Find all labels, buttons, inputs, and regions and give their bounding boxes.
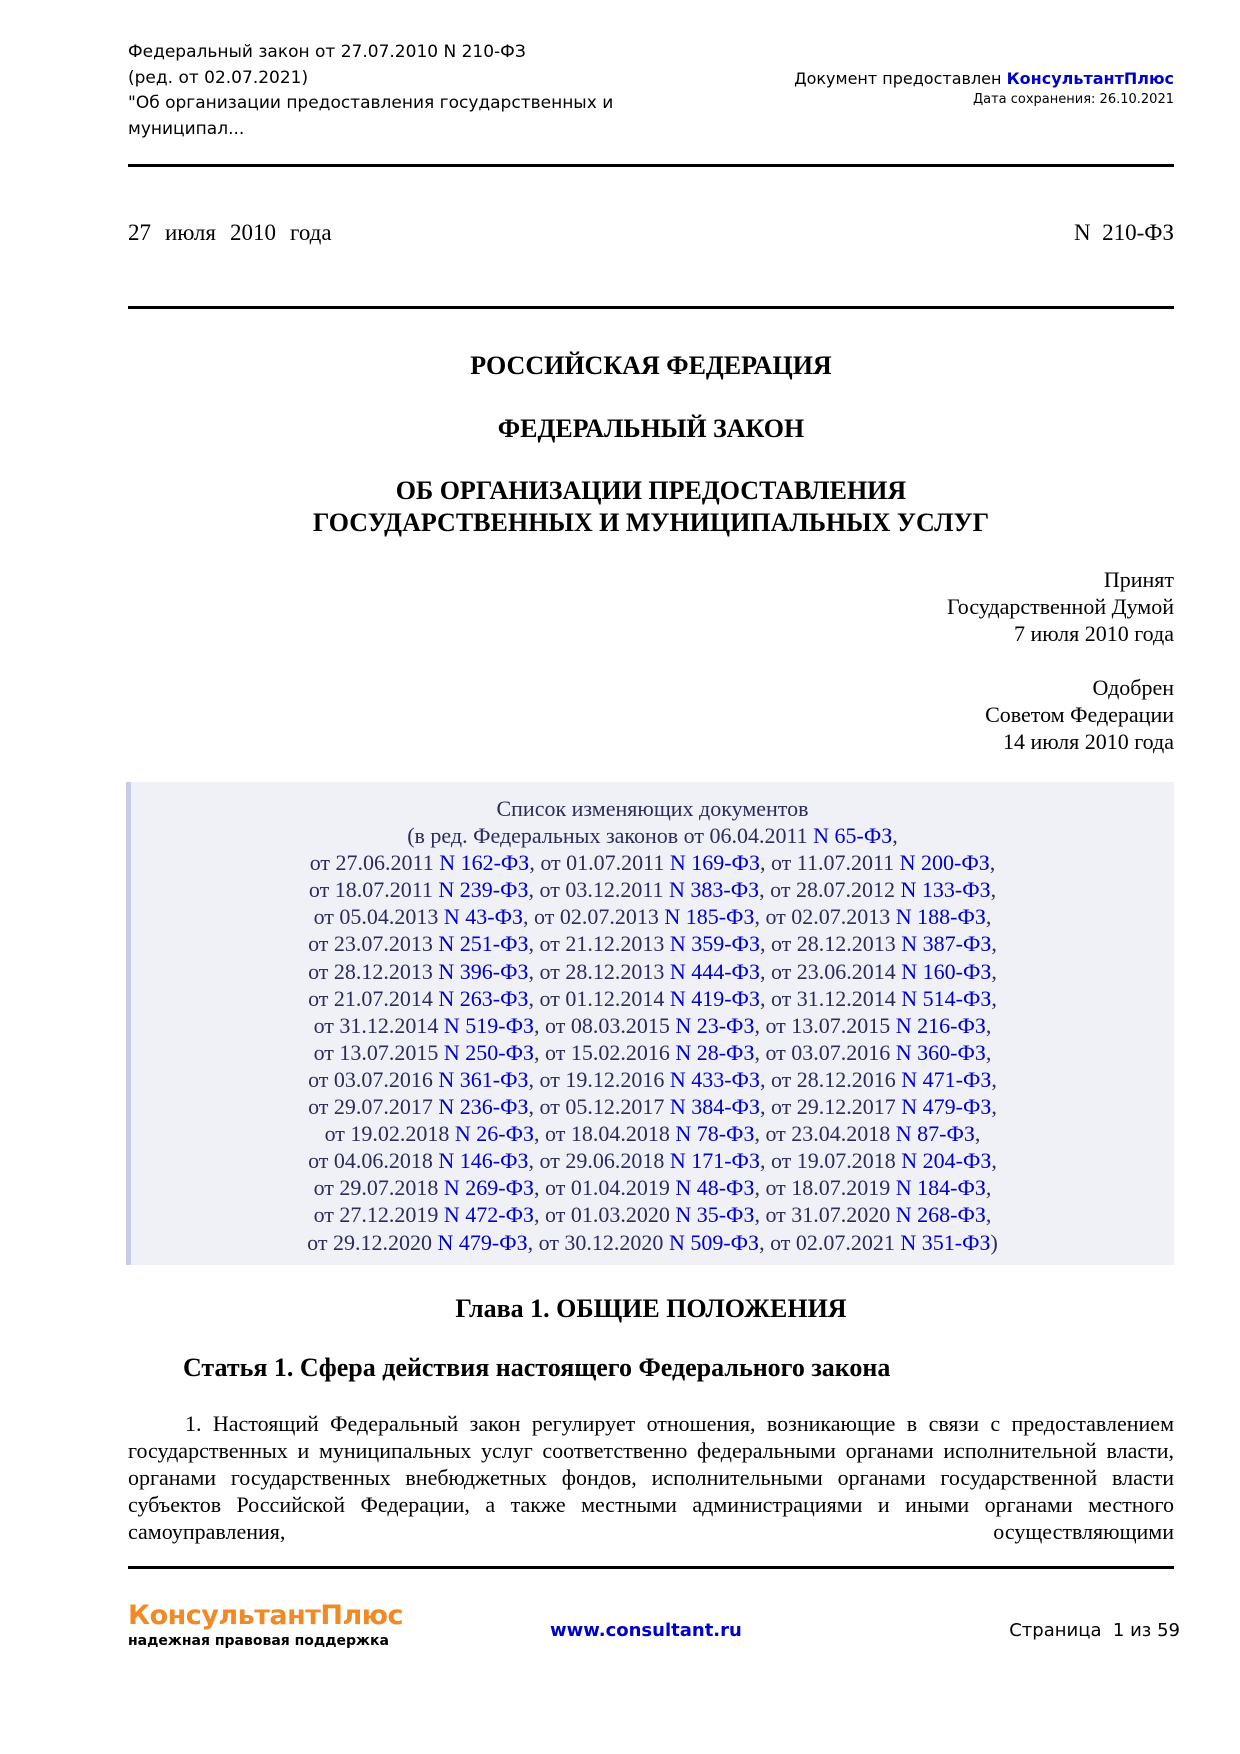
separator: ,: [759, 958, 771, 984]
separator: ,: [759, 877, 771, 903]
amendment-law-link[interactable]: N 133-ФЗ: [900, 877, 991, 903]
amendment-date: от 18.07.2011: [308, 877, 439, 903]
amendment-date: от 21.07.2014: [308, 985, 439, 1011]
footer-brand: КонсультантПлюс: [128, 1600, 404, 1631]
amendment-date: от 28.12.2013: [770, 931, 902, 957]
amendment-date: от 28.12.2013: [308, 958, 439, 984]
approval-line: 14 июля 2010 года: [1002, 729, 1174, 754]
amendment-date: от 19.07.2018: [770, 1148, 902, 1174]
amendment-law-link[interactable]: N 48-ФЗ: [675, 1175, 755, 1201]
amending-documents-line: [131, 903, 1174, 930]
separator: ,: [985, 1039, 992, 1065]
amendment-law-link[interactable]: N 479-ФЗ: [901, 1094, 992, 1120]
header-line: "Об организации предоставления государственных и: [128, 93, 614, 113]
amending-documents-line: [131, 1012, 1174, 1039]
duma-adoption: [947, 566, 1174, 647]
separator: ,: [528, 931, 540, 957]
amendment-law-link[interactable]: N 239-ФЗ: [438, 877, 529, 903]
amendment-date: от 31.12.2014: [313, 1012, 444, 1038]
separator: ,: [528, 958, 540, 984]
amendment-law-link[interactable]: N 160-ФЗ: [901, 958, 992, 984]
amendment-law-link[interactable]: N 361-ФЗ: [438, 1066, 529, 1092]
footer-website-link[interactable]: www.consultant.ru: [550, 1620, 742, 1641]
amendment-date: от 23.04.2018: [765, 1121, 896, 1147]
law-name-line: ОБ ОРГАНИЗАЦИИ ПРЕДОСТАВЛЕНИЯ: [395, 476, 907, 505]
separator: ,: [985, 904, 992, 930]
law-date-row: [128, 220, 1174, 246]
amendment-date: от 06.04.2011: [683, 823, 814, 849]
separator: ,: [754, 1039, 766, 1065]
approval-line: Советом Федерации: [985, 702, 1174, 727]
amending-documents-box: [126, 782, 1174, 1265]
amendment-law-link[interactable]: N 444-ФЗ: [669, 958, 760, 984]
law-name-title: [128, 475, 1174, 539]
amendment-law-link[interactable]: N 251-ФЗ: [438, 931, 529, 957]
amendment-date: от 29.12.2020: [307, 1229, 438, 1255]
amendment-date: от 03.12.2011: [539, 877, 670, 903]
amendment-date: от 30.12.2020: [538, 1229, 669, 1255]
amendment-law-link[interactable]: N 78-ФЗ: [675, 1121, 755, 1147]
amendment-date: от 21.12.2013: [539, 931, 670, 957]
amendment-law-link[interactable]: N 384-ФЗ: [669, 1094, 760, 1120]
amendment-law-link[interactable]: N 28-ФЗ: [675, 1039, 755, 1065]
header-line: муниципал...: [128, 118, 245, 139]
separator: ,: [534, 1175, 546, 1201]
document-provider: [794, 68, 1174, 110]
amendment-date: от 05.12.2017: [539, 1094, 670, 1120]
amending-documents-line: [131, 822, 1174, 849]
amendment-date: от 01.12.2014: [539, 985, 670, 1011]
separator: ,: [991, 931, 997, 957]
amendment-law-link[interactable]: N 23-ФЗ: [675, 1012, 755, 1038]
amending-documents-line: [131, 1093, 1174, 1120]
separator: ,: [974, 1121, 981, 1147]
amendment-date: от 02.07.2013: [765, 904, 896, 930]
separator: ,: [528, 1148, 540, 1174]
amendment-date: от 23.06.2014: [770, 958, 902, 984]
date-year: 2010: [229, 220, 276, 245]
amendment-law-link[interactable]: N 236-ФЗ: [438, 1094, 529, 1120]
amendment-date: от 28.12.2013: [539, 958, 670, 984]
amending-documents-line: [131, 1066, 1174, 1093]
header-line: Федеральный закон от 27.07.2010 N 210-ФЗ: [128, 42, 526, 62]
adoption-line: 7 июля 2010 года: [1013, 621, 1174, 646]
amendment-date: от 05.04.2013: [313, 904, 444, 930]
amendment-law-link[interactable]: N 360-ФЗ: [895, 1039, 986, 1065]
approval-line: Одобрен: [1092, 675, 1174, 700]
separator: ,: [528, 1094, 540, 1120]
amending-documents-line: [131, 1120, 1174, 1147]
amendment-law-link[interactable]: N 351-ФЗ: [900, 1229, 991, 1255]
separator: ,: [754, 904, 766, 930]
amendment-date: от 03.07.2016: [308, 1066, 439, 1092]
date-divider: [128, 306, 1174, 309]
separator: ,: [754, 1012, 766, 1038]
amendments-prefix: (в ред. Федеральных законов: [407, 823, 684, 849]
footer-logo: [128, 1600, 403, 1649]
amendment-law-link[interactable]: N 216-ФЗ: [895, 1012, 986, 1038]
law-type-title: ФЕДЕРАЛЬНЫЙ ЗАКОН: [497, 414, 805, 443]
amendment-law-link[interactable]: N 185-ФЗ: [664, 904, 755, 930]
amendment-date: от 31.07.2020: [765, 1202, 896, 1228]
amendment-date: от 08.03.2015: [545, 1012, 676, 1038]
amendment-date: от 13.07.2015: [313, 1039, 444, 1065]
separator: ,: [528, 1066, 540, 1092]
amendment-date: от 27.12.2019: [313, 1202, 444, 1228]
separator: ,: [985, 1012, 992, 1038]
amendment-law-link[interactable]: N 204-ФЗ: [901, 1148, 992, 1174]
separator: ,: [991, 1094, 997, 1120]
header-divider: [128, 164, 1174, 167]
amendment-law-link[interactable]: N 396-ФЗ: [438, 958, 529, 984]
separator: ,: [534, 1202, 546, 1228]
amendment-law-link[interactable]: N 169-ФЗ: [669, 850, 760, 876]
separator: ,: [989, 850, 996, 876]
amendment-law-link[interactable]: N 35-ФЗ: [675, 1202, 755, 1228]
separator: ,: [754, 1202, 766, 1228]
amendment-law-link[interactable]: N 43-ФЗ: [443, 904, 524, 930]
amendment-date: от 23.07.2013: [308, 931, 439, 957]
separator: ,: [990, 877, 997, 903]
chapter-heading: Глава 1. ОБЩИЕ ПОЛОЖЕНИЯ: [455, 1294, 847, 1323]
law-number: N 210-ФЗ: [1074, 220, 1174, 245]
separator: ,: [534, 1039, 546, 1065]
amending-documents-line: [131, 876, 1174, 903]
separator: ,: [759, 1094, 771, 1120]
amendment-law-link[interactable]: N 479-ФЗ: [437, 1229, 528, 1255]
amendment-law-link[interactable]: N 184-ФЗ: [895, 1175, 986, 1201]
separator: ,: [523, 904, 535, 930]
amendment-date: от 29.12.2017: [770, 1094, 902, 1120]
amendment-law-link[interactable]: N 359-ФЗ: [669, 931, 760, 957]
amendment-law-link[interactable]: N 171-ФЗ: [669, 1148, 760, 1174]
amending-documents-line: [131, 1229, 1174, 1256]
adoption-line: Принят: [1103, 567, 1174, 592]
amendment-date: от 18.07.2019: [765, 1175, 896, 1201]
separator: ,: [528, 877, 540, 903]
amendment-date: от 15.02.2016: [545, 1039, 676, 1065]
separator: ,: [529, 850, 541, 876]
amendment-date: от 03.07.2016: [765, 1039, 896, 1065]
separator: ,: [991, 1066, 997, 1092]
amendment-law-link[interactable]: N 188-ФЗ: [895, 904, 986, 930]
provider-brand-link[interactable]: КонсультантПлюс: [1006, 69, 1174, 88]
separator: ): [990, 1229, 998, 1255]
amendment-date: от 13.07.2015: [765, 1012, 896, 1038]
saved-date: Дата сохранения: 26.10.2021: [972, 92, 1174, 107]
amending-documents-line: [131, 958, 1174, 985]
amending-documents-line: [131, 930, 1174, 957]
amending-documents-line: [131, 1147, 1174, 1174]
amendment-law-link[interactable]: N 263-ФЗ: [438, 985, 529, 1011]
separator: ,: [759, 850, 771, 876]
separator: ,: [759, 1148, 771, 1174]
separator: ,: [759, 931, 771, 957]
footer-divider: [128, 1566, 1174, 1569]
footer-tagline: надежная правовая поддержка: [128, 1633, 389, 1649]
page-counter: Страница 1 из 59: [1009, 1620, 1180, 1641]
separator: ,: [759, 1229, 771, 1255]
amendment-date: от 02.07.2013: [534, 904, 665, 930]
separator: ,: [991, 958, 997, 984]
header-line: (ред. от 02.07.2021): [128, 67, 309, 88]
law-name-line: ГОСУДАРСТВЕННЫХ И МУНИЦИПАЛЬНЫХ УСЛУГ: [312, 508, 990, 537]
date-year-word: года: [289, 220, 332, 245]
provided-by-label: Документ предоставлен: [794, 69, 1002, 88]
separator: ,: [892, 823, 898, 849]
article-paragraph: 1. Настоящий Федеральный закон регулирует отношения, возникающие в связи с предоставлением государственных и муниципальных услуг соответственно федеральными органами исполнительной власти, органами государственных внебюджетных фондов, исполнительными органами государственной власти субъектов Российской Федерации, а также местными администрациями и иными органами местного самоуправления, осуществляющими: [128, 1411, 1174, 1544]
amendment-law-link[interactable]: N 87-ФЗ: [895, 1121, 975, 1147]
amending-documents-heading: Список изменяющих документов: [496, 796, 809, 821]
amendment-law-link[interactable]: N 26-ФЗ: [454, 1121, 535, 1147]
amendment-law-link[interactable]: N 514-ФЗ: [901, 985, 992, 1011]
amendment-date: от 19.02.2018: [324, 1121, 455, 1147]
separator: ,: [528, 985, 540, 1011]
amendment-date: от 31.12.2014: [770, 985, 902, 1011]
amendment-date: от 01.07.2011: [540, 850, 670, 876]
amending-documents-list: [131, 822, 1174, 1256]
adoption-line: Государственной Думой: [946, 594, 1174, 619]
amendment-date: от 18.04.2018: [545, 1121, 676, 1147]
council-approval: [985, 674, 1174, 755]
date-day: 27: [128, 220, 151, 245]
amendment-date: от 28.07.2012: [770, 877, 901, 903]
amendment-date: от 04.06.2018: [308, 1148, 439, 1174]
amendment-date: от 27.06.2011: [309, 850, 440, 876]
amendment-law-link[interactable]: N 200-ФЗ: [899, 850, 990, 876]
amendment-law-link[interactable]: N 433-ФЗ: [669, 1066, 760, 1092]
amending-documents-line: [131, 985, 1174, 1012]
amendment-law-link[interactable]: N 268-ФЗ: [895, 1202, 986, 1228]
amendment-law-link[interactable]: N 419-ФЗ: [669, 985, 760, 1011]
amendment-law-link[interactable]: N 387-ФЗ: [901, 931, 992, 957]
separator: ,: [754, 1121, 766, 1147]
amending-documents-line: [131, 1039, 1174, 1066]
separator: ,: [991, 985, 997, 1011]
amendment-law-link[interactable]: N 472-ФЗ: [443, 1202, 535, 1228]
amendment-law-link[interactable]: N 162-ФЗ: [439, 850, 530, 876]
amendment-date: от 02.07.2021: [770, 1229, 901, 1255]
amendment-date: от 29.07.2017: [308, 1094, 439, 1120]
amendment-date: от 01.04.2019: [545, 1175, 676, 1201]
separator: ,: [991, 1148, 997, 1174]
separator: ,: [759, 985, 771, 1011]
amending-documents-line: [131, 1201, 1174, 1228]
date-month: июля: [165, 220, 216, 245]
document-header-title: [128, 40, 688, 142]
amendment-law-link[interactable]: N 383-ФЗ: [669, 877, 760, 903]
amendment-law-link[interactable]: N 250-ФЗ: [443, 1039, 535, 1065]
amendment-law-link[interactable]: N 269-ФЗ: [443, 1175, 535, 1201]
separator: ,: [754, 1175, 766, 1201]
amendment-date: от 19.12.2016: [539, 1066, 670, 1092]
amendment-law-link[interactable]: N 519-ФЗ: [443, 1012, 535, 1038]
amendment-date: от 29.07.2018: [313, 1175, 444, 1201]
amendment-law-link[interactable]: N 471-ФЗ: [901, 1066, 992, 1092]
amendment-date: от 01.03.2020: [545, 1202, 676, 1228]
separator: ,: [759, 1066, 771, 1092]
separator: ,: [527, 1229, 539, 1255]
amendment-date: от 29.06.2018: [539, 1148, 670, 1174]
separator: ,: [985, 1175, 992, 1201]
amendment-date: от 11.07.2011: [770, 850, 900, 876]
amendment-law-link[interactable]: N 65-ФЗ: [813, 823, 893, 849]
amendment-law-link[interactable]: N 509-ФЗ: [668, 1229, 760, 1255]
amending-documents-line: [131, 849, 1174, 876]
country-title: РОССИЙСКАЯ ФЕДЕРАЦИЯ: [470, 351, 832, 380]
amendment-date: от 28.12.2016: [770, 1066, 902, 1092]
law-date: [128, 220, 346, 246]
amendment-law-link[interactable]: N 146-ФЗ: [438, 1148, 529, 1174]
separator: ,: [534, 1121, 546, 1147]
article-heading: Статья 1. Сфера действия настоящего Федерального закона: [183, 1353, 891, 1382]
separator: ,: [985, 1202, 992, 1228]
amending-documents-line: [131, 1174, 1174, 1201]
separator: ,: [534, 1012, 546, 1038]
